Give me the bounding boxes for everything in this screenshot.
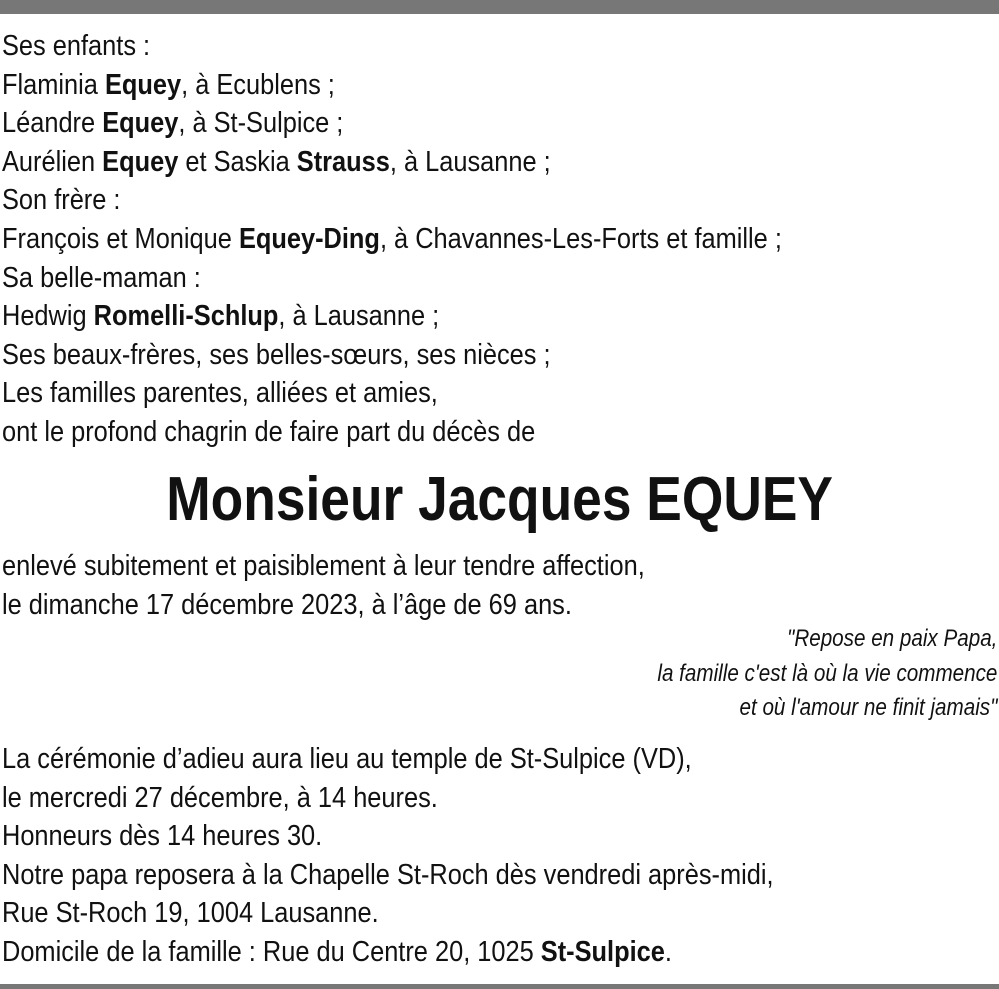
text-segment: . [664, 935, 672, 968]
text-segment: enlevé subitement et paisiblement à leur tendre affection, [2, 550, 645, 582]
text-segment: , à Lausanne ; [389, 145, 551, 178]
ceremony-line [2, 933, 774, 972]
family-line [2, 220, 782, 259]
quote-line: "Repose en paix Papa, [786, 625, 997, 652]
text-segment: le dimanche 17 décembre 2023, à l’âge de 69 ans. [2, 588, 572, 621]
text-segment: Domicile de la famille : Rue du Centre 20, 1025 [2, 935, 541, 968]
text-segment: Ses beaux-frères, ses belles-sœurs, ses nièces ; [2, 338, 551, 371]
deceased-name [0, 462, 999, 538]
text-segment: François et Monique [2, 222, 239, 255]
text-segment: , à St-Sulpice ; [178, 107, 344, 140]
text-segment: , à Ecublens ; [181, 68, 335, 101]
text-segment: Les familles parentes, alliées et amies, [2, 377, 438, 410]
ceremony-info [2, 740, 884, 972]
name-bold: Equey [104, 68, 182, 101]
family-line [2, 27, 782, 66]
text-segment: Notre papa reposera à la Chapelle St-Roch dès vendredi après-midi, [2, 858, 774, 891]
text-segment: ont le profond chagrin de faire part du décès de [2, 415, 536, 448]
death-line [2, 586, 645, 625]
family-line [2, 66, 782, 105]
top-rule [0, 0, 999, 14]
name-bold: Romelli-Schlup [93, 300, 279, 333]
deceased-name-text: Monsieur Jacques EQUEY [166, 465, 833, 534]
death-notice [2, 547, 737, 624]
family-line [2, 374, 782, 413]
text-segment: La cérémonie d’adieu aura lieu au temple de St-Sulpice (VD), [2, 743, 692, 775]
death-line [2, 547, 645, 586]
family-line [2, 413, 782, 452]
ceremony-line [2, 740, 774, 779]
text-segment: et Saskia [178, 145, 297, 178]
text-segment: Aurélien [2, 145, 103, 178]
ceremony-line [2, 817, 774, 856]
text-segment: Son frère : [2, 184, 121, 217]
family-line [2, 259, 782, 298]
bottom-rule [0, 984, 999, 989]
text-segment: Ses enfants : [2, 30, 151, 62]
text-segment: Rue St-Roch 19, 1004 Lausanne. [2, 897, 379, 930]
text-segment: Honneurs dès 14 heures 30. [2, 820, 323, 853]
text-segment: Flaminia [2, 68, 105, 101]
name-bold: Equey [102, 107, 179, 140]
name-bold: St-Sulpice [540, 935, 665, 968]
ceremony-line [2, 779, 774, 818]
family-line [2, 297, 782, 336]
quote-line: la famille c'est là où la vie commence [656, 659, 997, 687]
family-list [2, 27, 893, 452]
text-segment: , à Lausanne ; [278, 300, 440, 333]
ceremony-line [2, 856, 774, 895]
text-segment: Sa belle-maman : [2, 261, 201, 294]
family-line [2, 336, 782, 375]
quote [602, 622, 997, 726]
family-line [2, 181, 782, 220]
name-bold: Equey [102, 145, 179, 178]
ceremony-line [2, 894, 774, 933]
name-bold: Equey-Ding [238, 222, 380, 255]
text-segment: , à Chavannes-Les-Forts et famille ; [379, 222, 782, 255]
text-segment: le mercredi 27 décembre, à 14 heures. [2, 781, 438, 814]
family-line [2, 104, 782, 143]
quote-line: et où l'amour ne finit jamais" [739, 694, 997, 721]
name-bold: Strauss [296, 145, 390, 178]
text-segment: Hedwig [2, 300, 94, 333]
family-line [2, 143, 782, 182]
text-segment: Léandre [2, 107, 103, 140]
